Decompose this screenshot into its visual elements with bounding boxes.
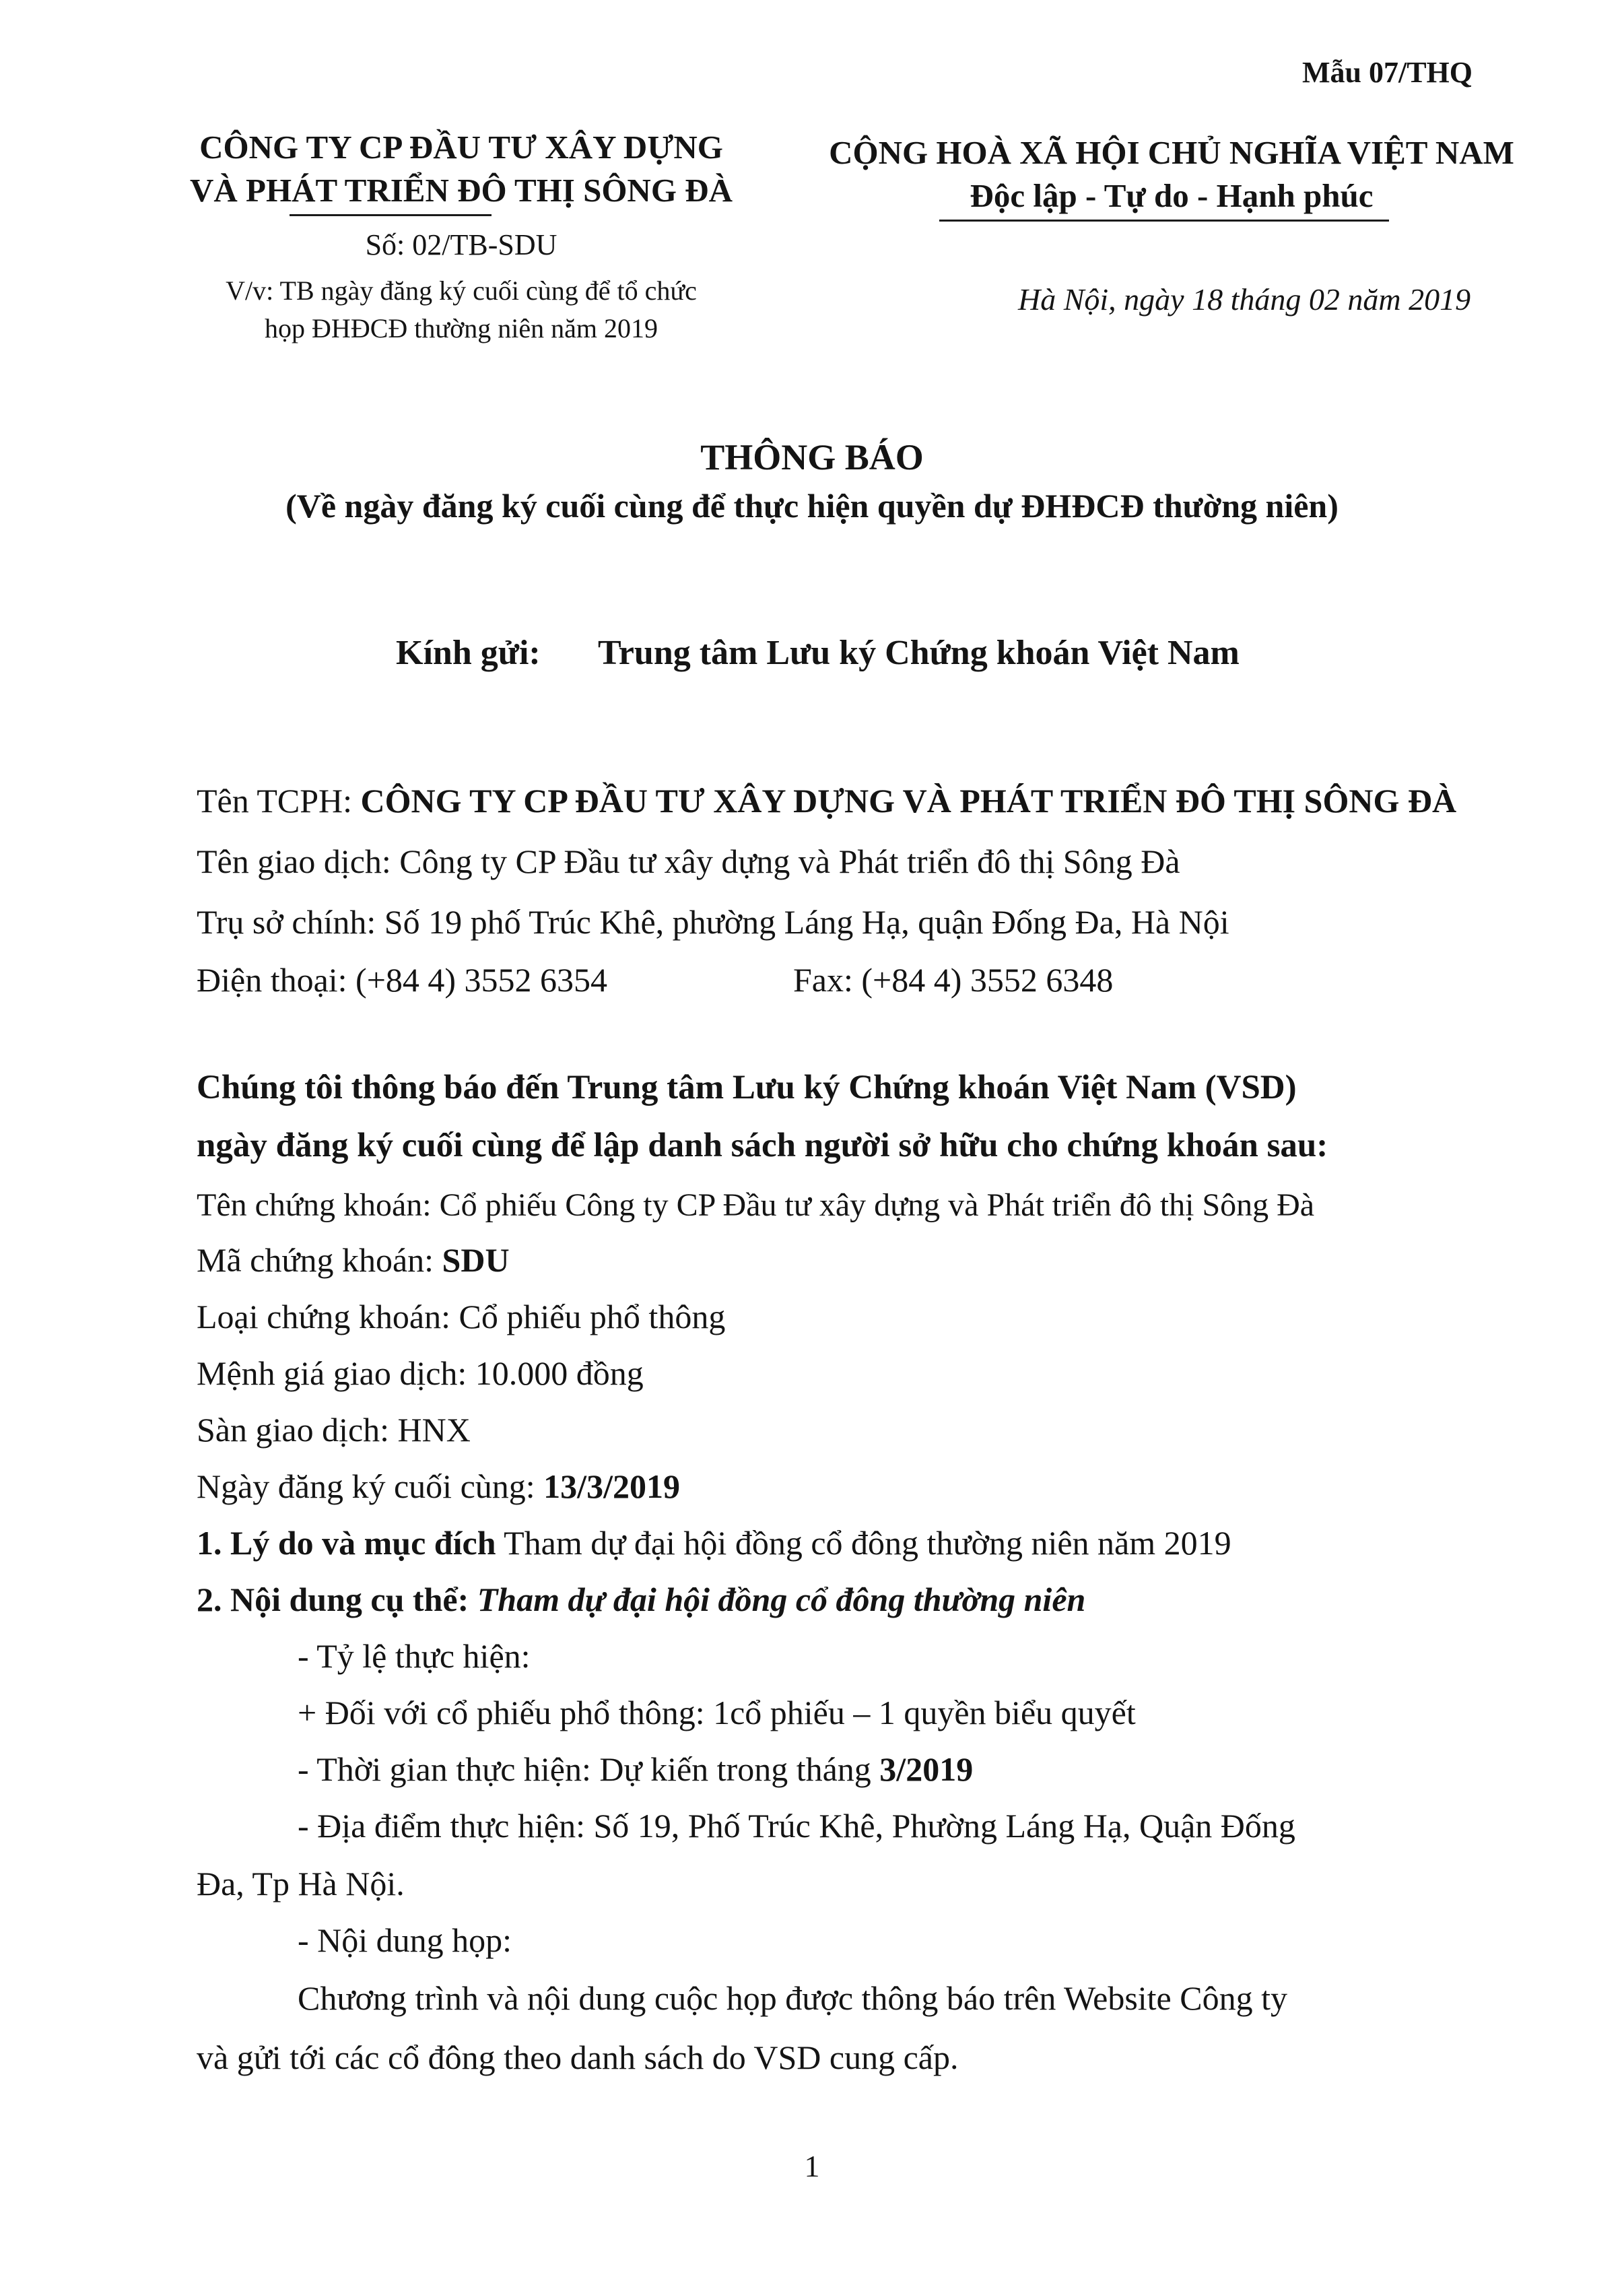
- company-underline: [290, 214, 492, 216]
- content-line1: Chương trình và nội dung cuộc họp được thông báo trên Website Công ty: [298, 1979, 1287, 2017]
- form-code: Mẫu 07/THQ: [1301, 56, 1473, 89]
- content-line2: và gửi tới các cổ đông theo danh sách do VSD cung cấp.: [197, 2039, 959, 2076]
- intro-line1: Chúng tôi thông báo đến Trung tâm Lưu ký Chứng khoán Việt Nam (VSD): [197, 1069, 1297, 1106]
- notice-subtitle: (Về ngày đăng ký cuối cùng để thực hiện quyền dự ĐHĐCĐ thường niên): [285, 487, 1339, 525]
- issuer-name-label: Tên TCPH:: [197, 782, 361, 820]
- ratio-label: - Tỷ lệ thực hiện:: [298, 1637, 531, 1675]
- time-label: - Thời gian thực hiện: Dự kiến trong tháng: [298, 1750, 880, 1788]
- section2-heading: 2. Nội dung cụ thể:: [197, 1581, 477, 1618]
- venue-line2: Đa, Tp Hà Nội.: [197, 1865, 405, 1902]
- security-name: Tên chứng khoán: Cổ phiếu Công ty CP Đầu tư xây dựng và Phát triển đô thị Sông Đà: [197, 1187, 1315, 1223]
- page-number: 1: [804, 2149, 820, 2183]
- issuer-name-value: CÔNG TY CP ĐẦU TƯ XÂY DỰNG VÀ PHÁT TRIỂN ĐÔ THỊ SÔNG ĐÀ: [360, 782, 1457, 820]
- recipient-name: Trung tâm Lưu ký Chứng khoán Việt Nam: [598, 634, 1240, 672]
- recipient-label: Kính gửi:: [396, 634, 541, 672]
- section2-heading-italic: Tham dự đại hội đồng cổ đông thường niên: [477, 1581, 1086, 1618]
- record-date-value: 13/3/2019: [543, 1467, 680, 1505]
- nation-name: CỘNG HOÀ XÃ HỘI CHỦ NGHĨA VIỆT NAM: [829, 134, 1514, 171]
- par-value: Mệnh giá giao dịch: 10.000 đồng: [197, 1354, 644, 1392]
- section2-row: [197, 1580, 1085, 1619]
- record-date-row: [197, 1467, 680, 1506]
- company-name-line2: VÀ PHÁT TRIỂN ĐÔ THỊ SÔNG ĐÀ: [190, 172, 733, 209]
- content-label: - Nội dung họp:: [298, 1921, 512, 1959]
- motto-underline: [939, 220, 1389, 222]
- ratio-detail: + Đối với cổ phiếu phổ thông: 1cổ phiếu – 1 quyền biểu quyết: [298, 1694, 1136, 1731]
- national-motto: Độc lập - Tự do - Hạnh phúc: [970, 177, 1374, 214]
- trade-name: Tên giao dịch: Công ty CP Đầu tư xây dựng và Phát triển đô thị Sông Đà: [197, 842, 1180, 880]
- subject-line1: V/v: TB ngày đăng ký cuối cùng để tổ chức: [226, 275, 697, 306]
- subject-line2: họp ĐHĐCĐ thường niên năm 2019: [265, 313, 658, 343]
- time-value: 3/2019: [879, 1750, 974, 1788]
- ticker-row: [197, 1240, 510, 1280]
- document-number: Số: 02/TB-SDU: [365, 228, 557, 261]
- venue-line1: - Địa điểm thực hiện: Số 19, Phố Trúc Khê, Phường Láng Hạ, Quận Đống: [298, 1807, 1295, 1845]
- record-date-label: Ngày đăng ký cuối cùng:: [197, 1467, 544, 1505]
- company-name-line1: CÔNG TY CP ĐẦU TƯ XÂY DỰNG: [199, 129, 723, 166]
- phone-number: Điện thoại: (+84 4) 3552 6354: [197, 961, 608, 999]
- section1-row: [197, 1523, 1231, 1562]
- notice-title: THÔNG BÁO: [700, 437, 924, 477]
- fax-number: Fax: (+84 4) 3552 6348: [793, 961, 1114, 999]
- exchange: Sàn giao dịch: HNX: [197, 1411, 471, 1449]
- ticker-value: SDU: [442, 1241, 510, 1279]
- ticker-label: Mã chứng khoán:: [197, 1241, 442, 1279]
- place-date: Hà Nội, ngày 18 tháng 02 năm 2019: [1018, 282, 1471, 317]
- intro-line2: ngày đăng ký cuối cùng để lập danh sách người sở hữu cho chứng khoán sau:: [197, 1127, 1328, 1164]
- issuer-name-row: [197, 781, 1456, 820]
- section1-text: Tham dự đại hội đồng cổ đông thường niên năm 2019: [496, 1524, 1231, 1562]
- time-row: [298, 1750, 973, 1789]
- head-office-address: Trụ sở chính: Số 19 phố Trúc Khê, phường Láng Hạ, quận Đống Đa, Hà Nội: [197, 903, 1229, 941]
- security-type: Loại chứng khoán: Cổ phiếu phổ thông: [197, 1298, 726, 1335]
- section1-heading: 1. Lý do và mục đích: [197, 1524, 496, 1562]
